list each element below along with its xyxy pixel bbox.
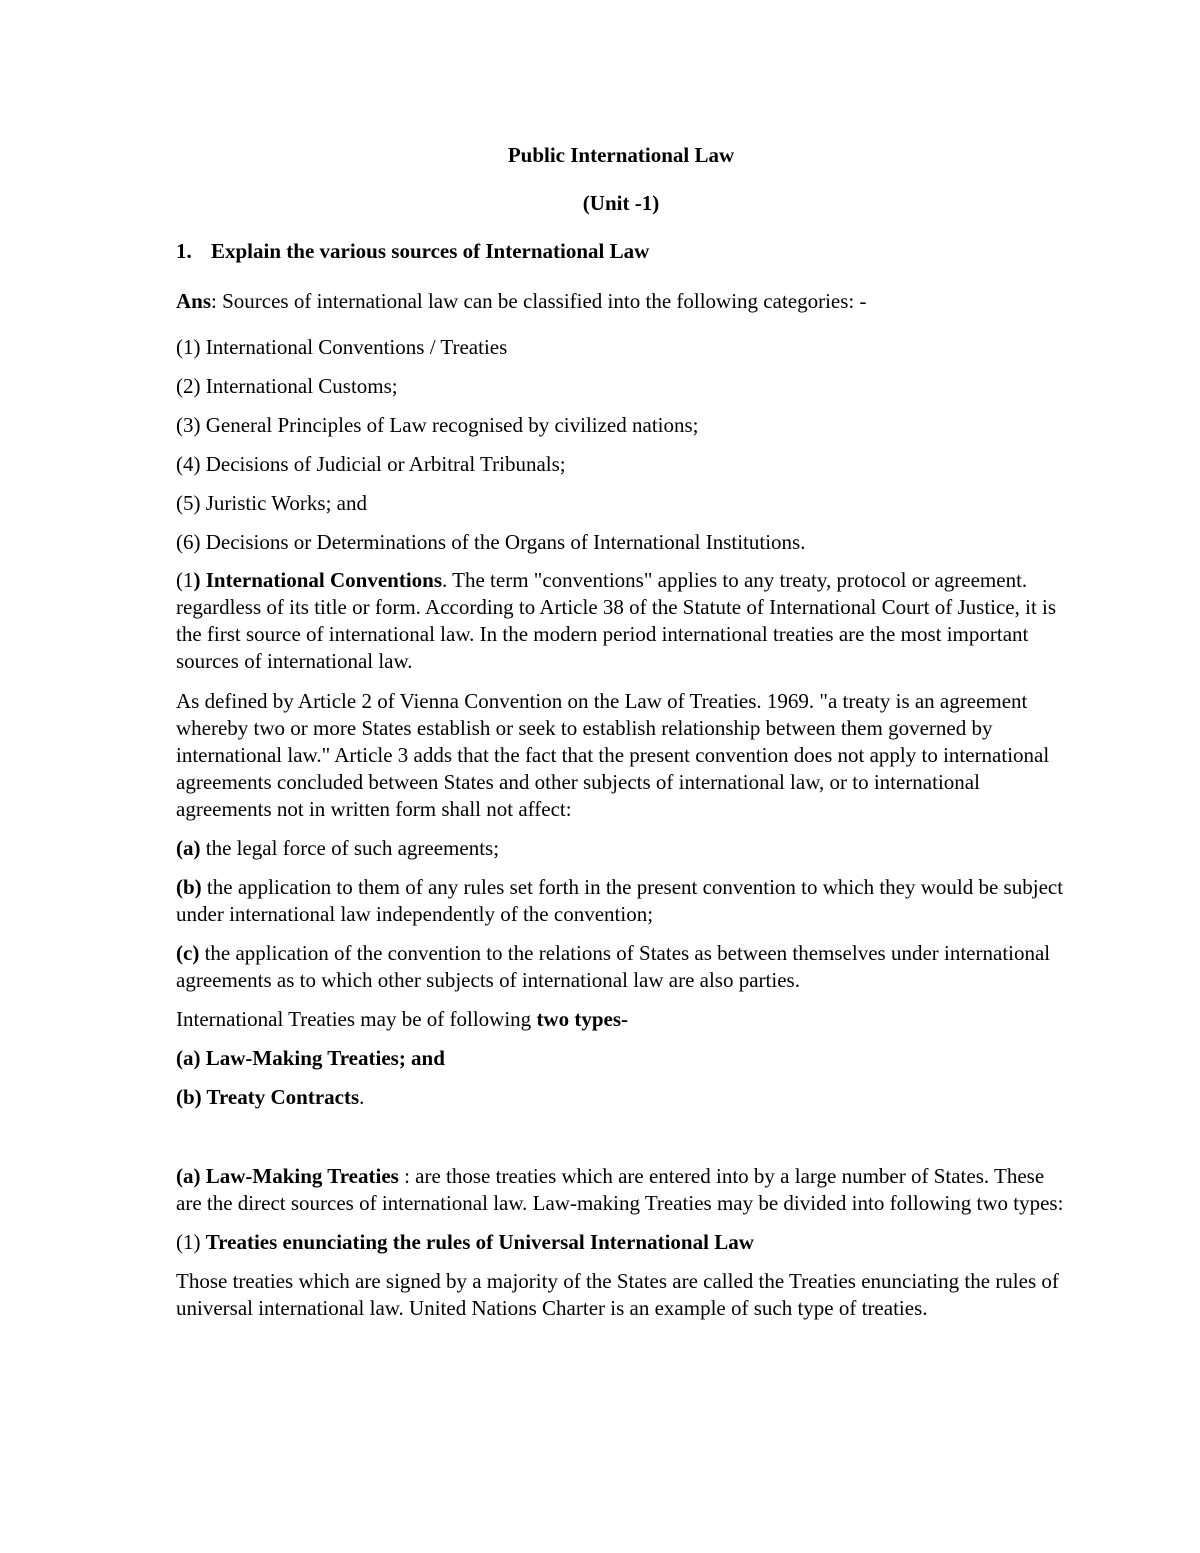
law-making-treaties-text: : are those treaties which are entered into by a large number of States. These are the direct sources of international law. Law-making Treaties may be divided into following two types: [176, 1164, 1064, 1215]
document-title: Public International Law [507, 143, 735, 167]
clause-c [176, 940, 1066, 994]
answer-intro [176, 288, 1066, 315]
clause-b [176, 874, 1066, 928]
treaty-type-b-tail: . [359, 1085, 365, 1109]
question-heading [176, 238, 1066, 265]
clause-a-text: the legal force of such agreements; [200, 836, 500, 860]
clause-a-label: (a) [176, 836, 201, 860]
universal-law-prefix: (1) [176, 1230, 206, 1254]
universal-law-heading [176, 1229, 1066, 1256]
question-number: 1. [176, 239, 192, 263]
conventions-prefix: (1 [176, 568, 194, 592]
universal-law-title: Treaties enunciating the rules of Universal International Law [205, 1230, 754, 1254]
treaty-types-intro-bold: two types- [536, 1007, 629, 1031]
clause-b-label: (b) [176, 875, 202, 899]
treaty-type-b [176, 1084, 1066, 1111]
clause-c-text: the application of the convention to the relations of States as between themselves under international agreements as to which other subjects of international law are also parties. [176, 941, 1051, 992]
source-item-6: (6) Decisions or Determinations of the Organs of International Institutions. [176, 530, 806, 554]
source-item-5: (5) Juristic Works; and [176, 491, 367, 515]
treaty-types-intro [176, 1006, 1066, 1033]
source-item-2: (2) International Customs; [176, 374, 398, 398]
clause-b-text: the application to them of any rules set forth in the present convention to which they would be subject under international law independently of the convention; [176, 875, 1064, 926]
clause-c-label: (c) [176, 941, 200, 965]
treaty-type-a [176, 1045, 1066, 1072]
conventions-heading: ) International Conventions [193, 568, 443, 592]
law-making-treaties-heading: (a) Law-Making Treaties [176, 1164, 399, 1188]
source-item-4: (4) Decisions of Judicial or Arbitral Tribunals; [176, 452, 566, 476]
clause-a [176, 835, 1066, 862]
document-page [176, 140, 1066, 1322]
treaty-types-intro-text: International Treaties may be of following [176, 1007, 537, 1031]
treaty-type-b-label: (b) Treaty Contracts [176, 1085, 360, 1109]
answer-text: : Sources of international law can be classified into the following categories: - [211, 289, 867, 313]
unit-heading: (Unit -1) [582, 191, 660, 215]
law-making-treaties-paragraph [176, 1163, 1066, 1217]
conventions-paragraph [176, 567, 1066, 675]
conventions-text: . The term "conventions" applies to any treaty, protocol or agreement. regardless of its title or form. According to Article 38 of the Statute of International Court of Justice, it is the first source of international law. In the modern period international treaties are the most important sources of international law. [176, 568, 1057, 673]
question-text: Explain the various sources of International Law [211, 239, 650, 263]
treaty-type-a-label: (a) Law-Making Treaties; and [176, 1046, 445, 1070]
answer-label: Ans [176, 289, 212, 313]
source-item-1: (1) International Conventions / Treaties [176, 335, 508, 359]
universal-law-paragraph: Those treaties which are signed by a majority of the States are called the Treaties enunciating the rules of universal international law. United Nations Charter is an example of such type of treaties. [176, 1269, 1059, 1320]
treaty-definition-paragraph: As defined by Article 2 of Vienna Convention on the Law of Treaties. 1969. "a treaty is an agreement whereby two or more States establish or seek to establish relationship between them governed by international law." Article 3 adds that the fact that the present convention does not apply to international agreements concluded between States and other subjects of international law, or to international agreements not in written form shall not affect: [176, 689, 1050, 821]
source-item-3: (3) General Principles of Law recognised by civilized nations; [176, 413, 699, 437]
